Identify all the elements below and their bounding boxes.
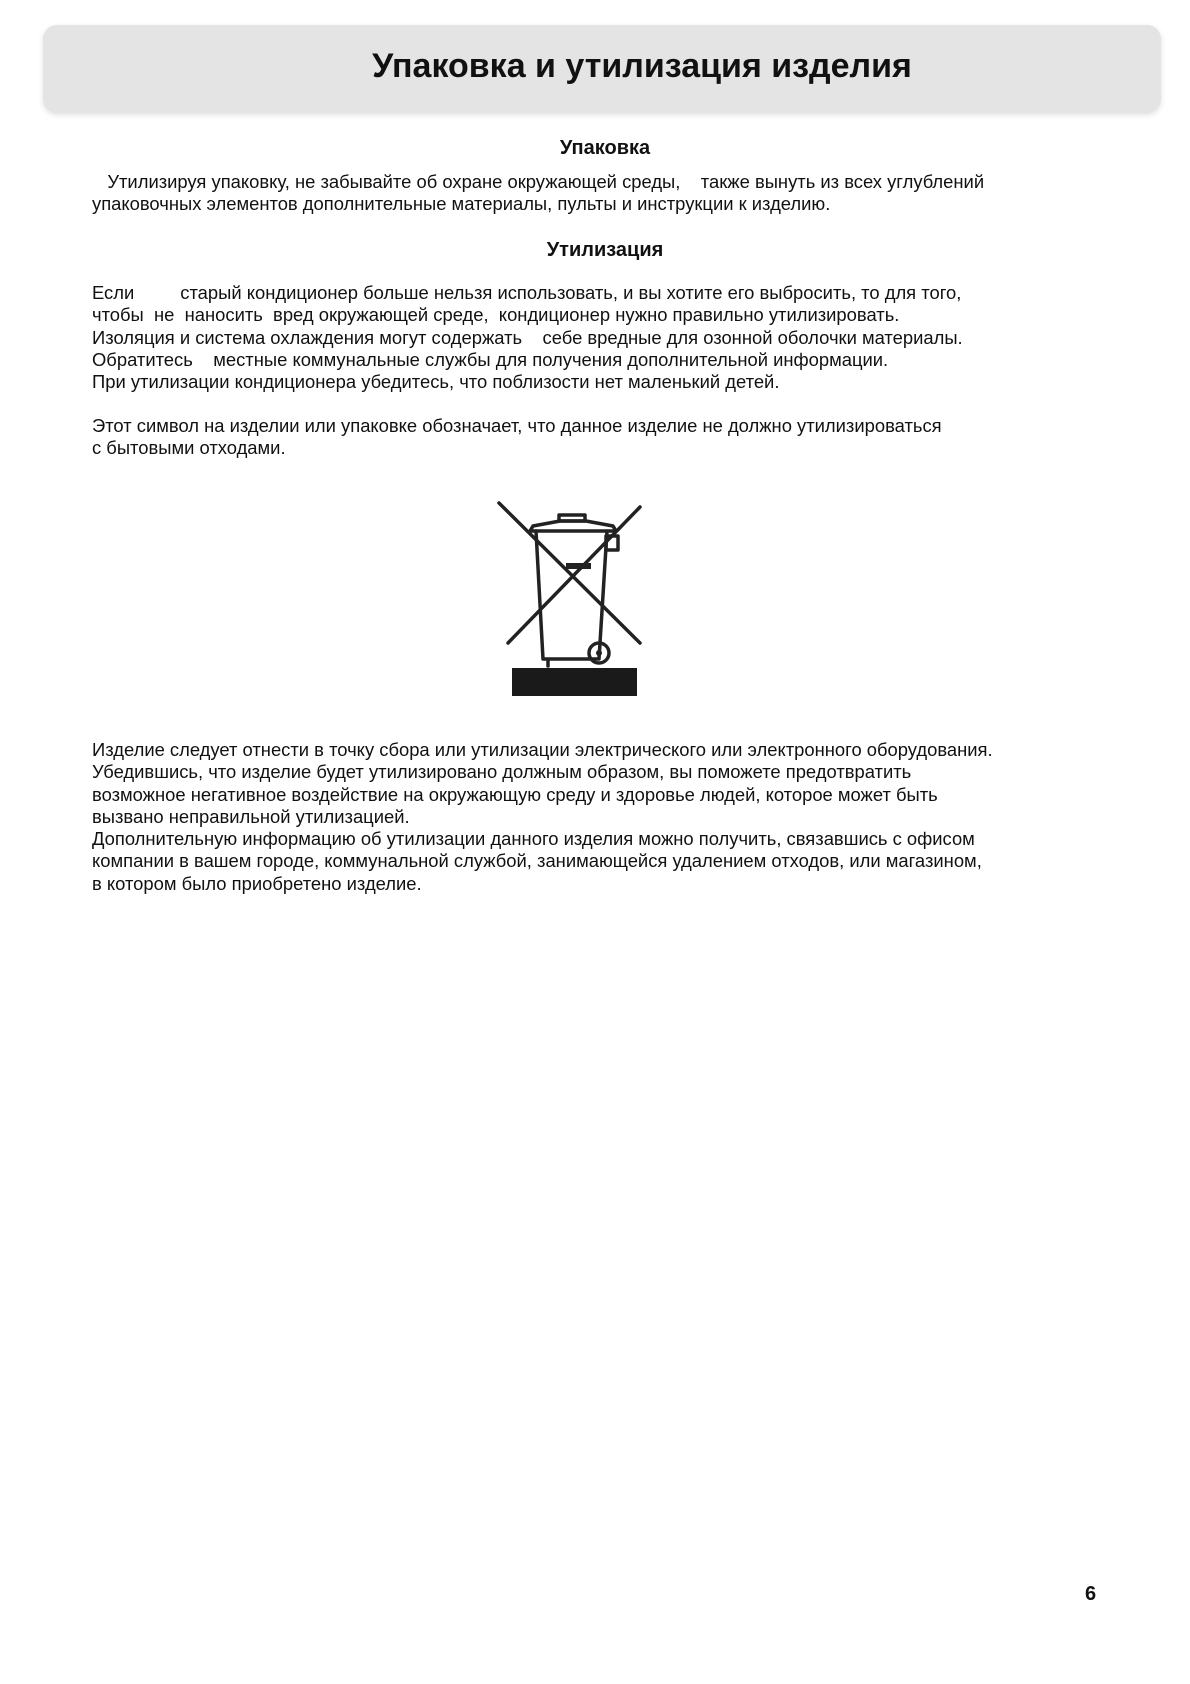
- packaging-text: [92, 171, 984, 216]
- text-line: с бытовыми отходами.: [92, 437, 286, 459]
- text-line: При утилизации кондиционера убедитесь, что поблизости нет маленький детей.: [92, 371, 780, 393]
- text-line: компании в вашем городе, коммунальной службой, занимающейся удалением отходов, или магазином,: [92, 850, 982, 872]
- page-title: Упаковка и утилизация изделия: [372, 47, 912, 85]
- text-line: упаковочных элементов дополнительные материалы, пульты и инструкции к изделию.: [92, 193, 831, 215]
- text-line: вызвано неправильной утилизацией.: [92, 805, 410, 827]
- text-line: Изоляция и система охлаждения могут содержать себе вредные для озонной оболочки материалы.: [92, 326, 963, 348]
- text-line: Дополнительную информацию об утилизации данного изделия можно получить, связавшись с офисом: [92, 828, 975, 850]
- text-line: Утилизируя упаковку, не забывайте об охране окружающей среды, также вынуть из всех углублений: [92, 171, 985, 192]
- text-line: Убедившись, что изделие будет утилизировано должным образом, вы поможете предотвратить: [92, 761, 912, 783]
- page-number: 6: [1085, 1583, 1097, 1605]
- symbol-description: [92, 415, 942, 460]
- disposal-instructions: [92, 739, 993, 895]
- text-line: Изделие следует отнести в точку сбора или утилизации электрического или электронного оборудования.: [92, 739, 993, 760]
- text-line: Если старый кондиционер больше нельзя использовать, и вы хотите его выбросить, то для того,: [92, 282, 962, 303]
- crossed-out-wheelie-bin-icon: [490, 490, 650, 710]
- text-line: Этот символ на изделии или упаковке обозначает, что данное изделие не должно утилизироваться: [92, 415, 942, 436]
- text-line: в котором было приобретено изделие.: [92, 872, 422, 894]
- disposal-text: [92, 282, 963, 393]
- text-line: чтобы не наносить вред окружающей среде, кондиционер нужно правильно утилизировать.: [92, 304, 900, 326]
- text-line: возможное негативное воздействие на окружающую среду и здоровье людей, которое может быть: [92, 783, 938, 805]
- packaging-heading: Упаковка: [559, 137, 651, 159]
- title-banner: [43, 25, 1161, 113]
- text-line: Обратитесь местные коммунальные службы для получения дополнительной информации.: [92, 348, 889, 370]
- disposal-heading: Утилизация: [546, 239, 664, 261]
